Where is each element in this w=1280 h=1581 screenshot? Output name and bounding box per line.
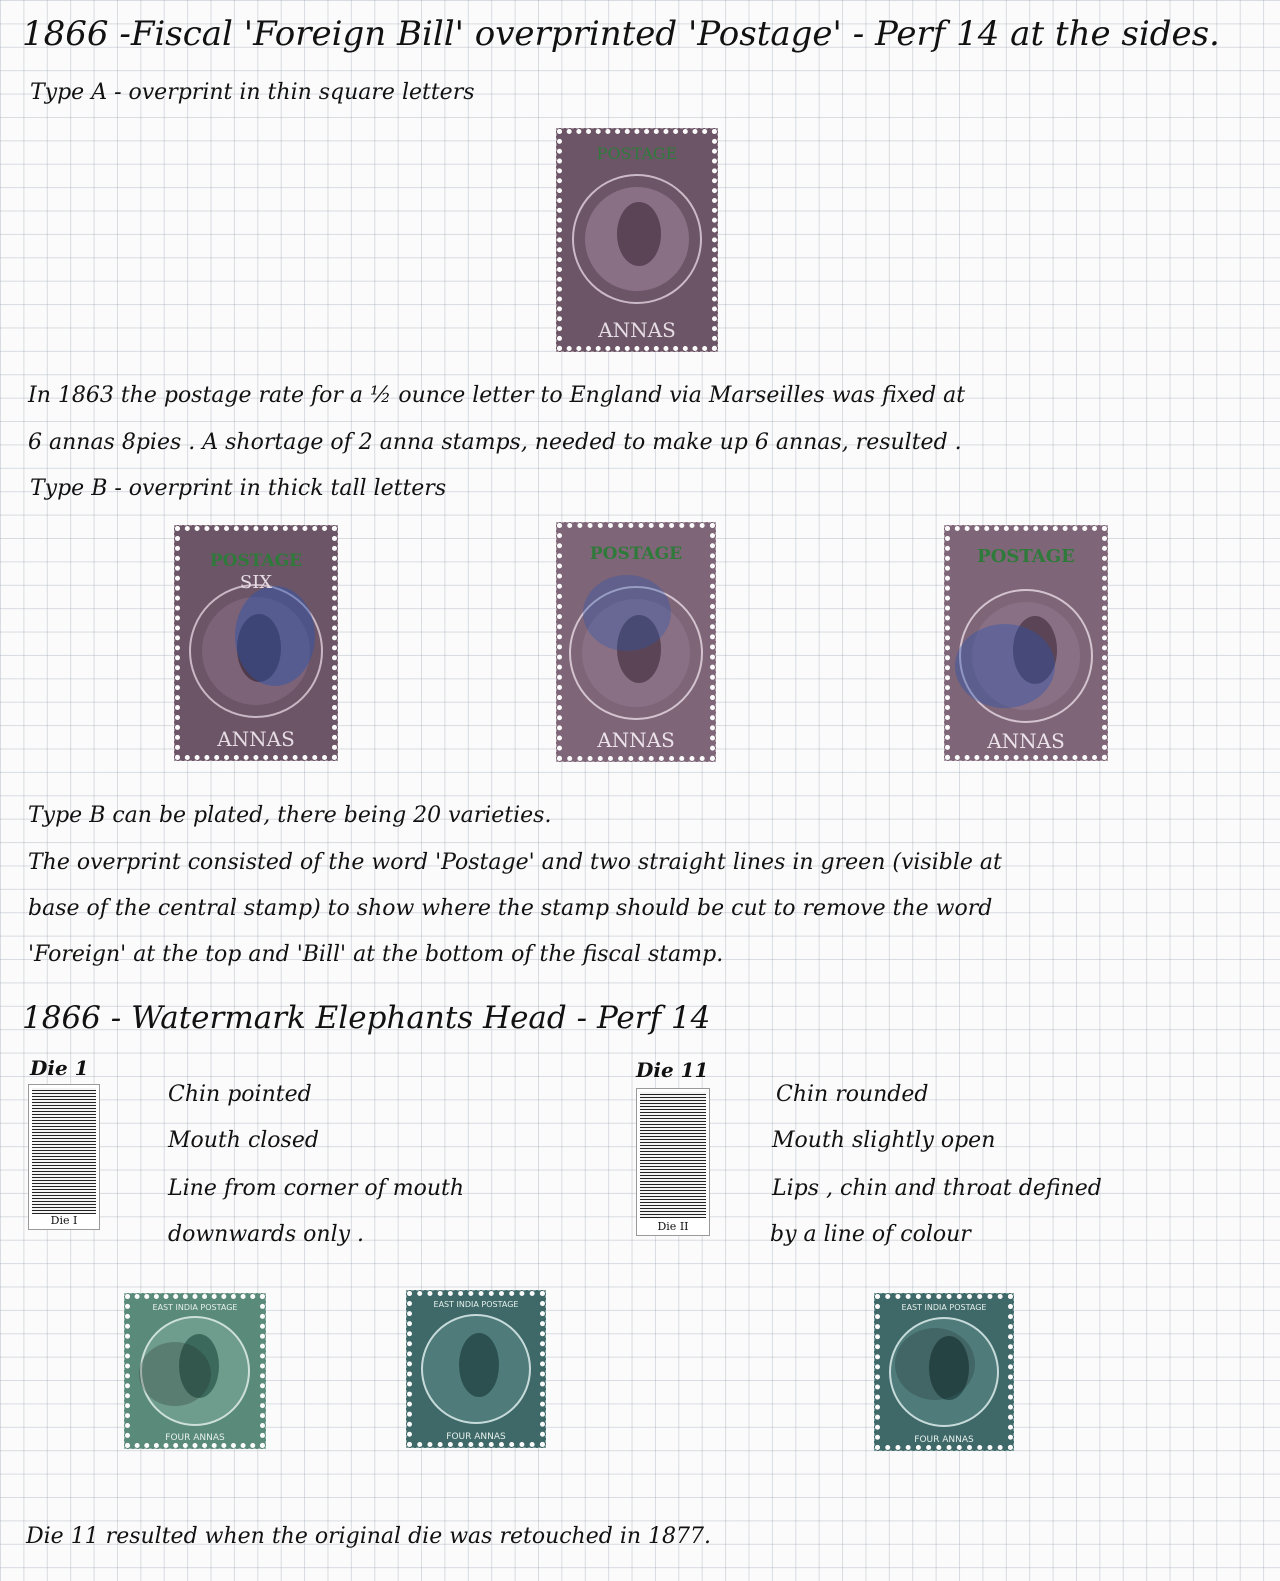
- die-1-line-4: downwards only .: [168, 1222, 365, 1247]
- bottom-text: FOUR ANNAS: [446, 1432, 506, 1442]
- overprint-text: POSTAGE: [977, 546, 1075, 567]
- stamp-type-b-2-design: [557, 523, 715, 761]
- stamp-type-b-1-design: [175, 526, 337, 760]
- die-2-label: Die 11: [636, 1058, 709, 1082]
- die-2-portrait-image: [640, 1092, 706, 1218]
- denomination-text: ANNAS: [217, 727, 295, 751]
- section-2-title: 1866 - Watermark Elephants Head - Perf 14: [22, 1000, 711, 1036]
- die-1-portrait: [28, 1084, 100, 1230]
- die-2-line-2: Mouth slightly open: [772, 1128, 996, 1153]
- denomination-text: ANNAS: [597, 728, 675, 752]
- die-1-line-1: Chin pointed: [168, 1082, 312, 1107]
- die-1-line-2: Mouth closed: [168, 1128, 319, 1153]
- stamp-four-annas-1-design: [125, 1294, 265, 1448]
- die-2-portrait: [636, 1088, 710, 1236]
- page-title: 1866 -Fiscal 'Foreign Bill' overprinted 'Postage' - Perf 14 at the sides.: [22, 14, 1220, 54]
- overprint-text: POSTAGE: [209, 551, 303, 571]
- stamp-four-annas-2-design: [407, 1291, 545, 1447]
- paragraph-2-line-4: 'Foreign' at the top and 'Bill' at the bottom of the fiscal stamp.: [28, 942, 724, 967]
- stamp-four-annas-3-design: [875, 1294, 1013, 1450]
- stamp-type-b-3-design: [945, 526, 1107, 760]
- stamp-four-annas-2: [406, 1290, 546, 1448]
- die-2-portrait-caption: Die II: [657, 1220, 689, 1233]
- die-1-label: Die 1: [30, 1056, 89, 1080]
- stamp-type-b-2: [556, 522, 716, 762]
- die-1-portrait-image: [32, 1088, 96, 1214]
- paragraph-2-line-1: Type B can be plated, there being 20 varieties.: [28, 803, 552, 828]
- type-a-caption: Type A - overprint in thin square letters: [30, 80, 475, 105]
- stamp-type-b-1: [174, 525, 338, 761]
- paragraph-2-line-3: base of the central stamp) to show where the stamp should be cut to remove the word: [28, 896, 993, 921]
- stamp-four-annas-3: [874, 1293, 1014, 1451]
- paragraph-2-line-2: The overprint consisted of the word 'Postage' and two straight lines in green (visible at: [28, 850, 1002, 875]
- type-b-caption: Type B - overprint in thick tall letters: [30, 476, 447, 501]
- value-text: SIX: [239, 572, 273, 593]
- denomination-text: ANNAS: [987, 729, 1065, 753]
- footer-note: Die 11 resulted when the original die was retouched in 1877.: [26, 1524, 711, 1549]
- stamp-type-b-3: [944, 525, 1108, 761]
- bottom-text: FOUR ANNAS: [914, 1435, 974, 1445]
- stamp-four-annas-1: [124, 1293, 266, 1449]
- top-text: EAST INDIA POSTAGE: [433, 1300, 519, 1309]
- paragraph-1-line-2: 6 annas 8pies . A shortage of 2 anna stamps, needed to make up 6 annas, resulted .: [28, 430, 962, 455]
- stamp-type-a-design: [557, 129, 717, 351]
- die-2-line-4: by a line of colour: [770, 1222, 971, 1247]
- die-1-portrait-caption: Die I: [50, 1214, 78, 1227]
- die-2-line-3: Lips , chin and throat defined: [772, 1176, 1102, 1201]
- die-1-line-3: Line from corner of mouth: [168, 1176, 465, 1201]
- overprint-text: POSTAGE: [596, 144, 678, 163]
- top-text: EAST INDIA POSTAGE: [152, 1303, 238, 1312]
- top-text: EAST INDIA POSTAGE: [901, 1303, 987, 1312]
- stamp-type-a: [556, 128, 718, 352]
- denomination-text: ANNAS: [598, 318, 676, 342]
- bottom-text: FOUR ANNAS: [165, 1433, 225, 1443]
- overprint-text: POSTAGE: [589, 544, 683, 564]
- die-2-line-1: Chin rounded: [776, 1082, 929, 1107]
- paragraph-1-line-1: In 1863 the postage rate for a ½ ounce letter to England via Marseilles was fixed at: [28, 383, 966, 408]
